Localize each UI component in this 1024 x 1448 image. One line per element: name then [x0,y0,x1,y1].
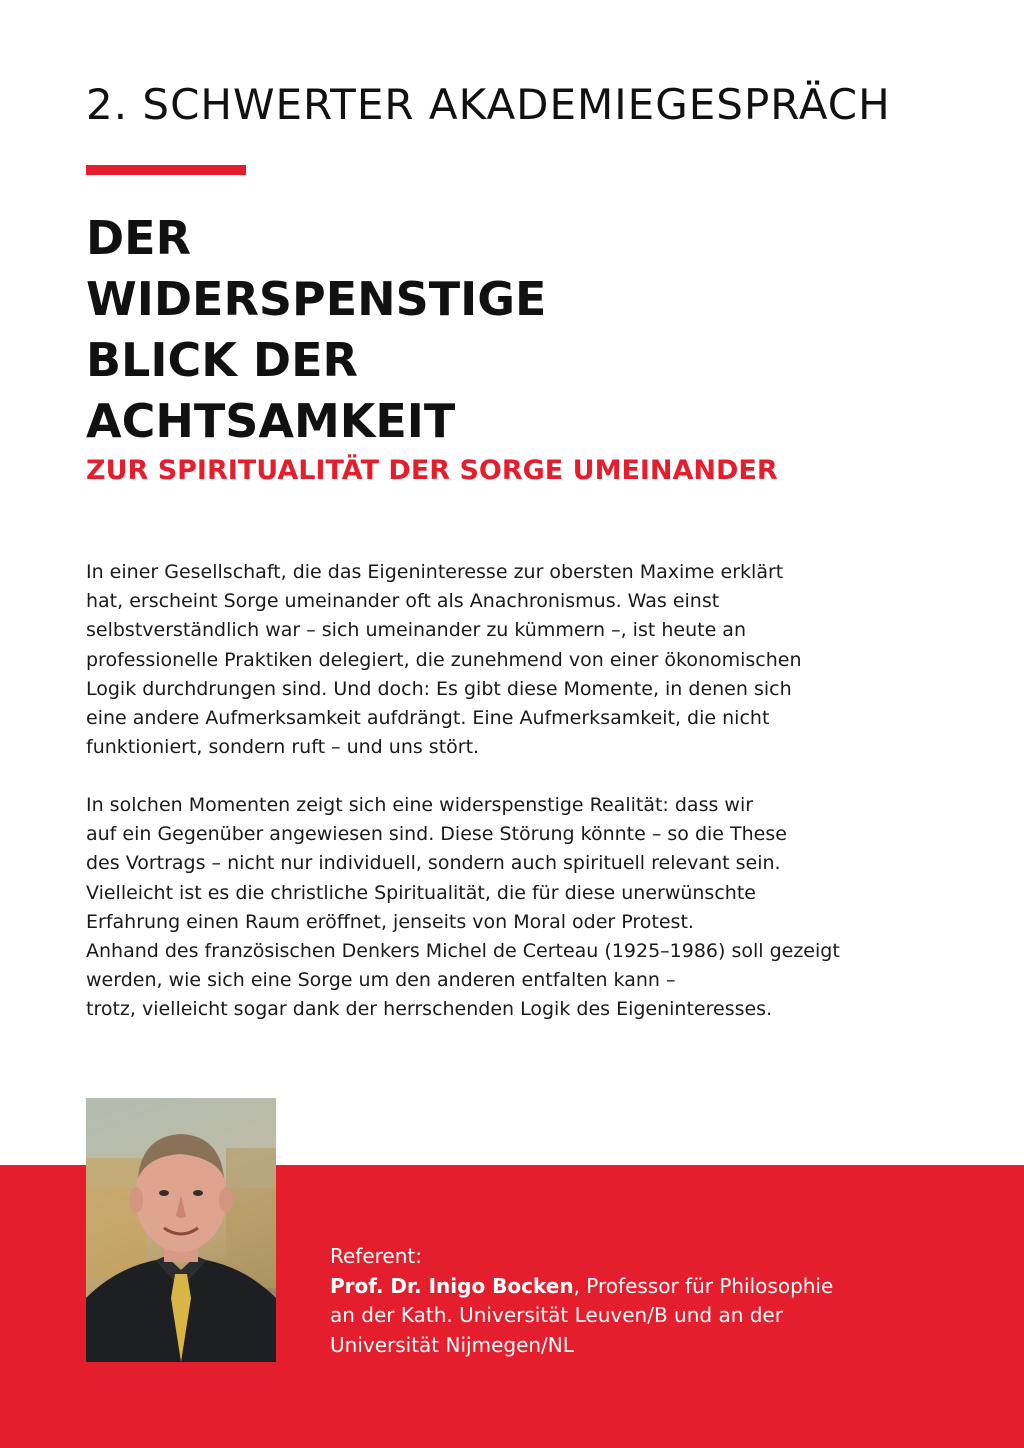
text-line: funktioniert, sondern ruft – und uns stört. [86,736,480,759]
speaker-portrait [86,1098,276,1362]
text-line: Logik durchdrungen sind. Und doch: Es gibt diese Momente, in denen sich [86,677,792,700]
text-line: auf ein Gegenüber angewiesen sind. Diese Störung könnte – so die These [86,823,787,846]
series-title: 2. SCHWERTER AKADEMIEGESPRÄCH [86,80,891,129]
speaker-name-line [330,1272,833,1302]
text-line: eine andere Aufmerksamkeit aufdrängt. Eine Aufmerksamkeit, die nicht [86,707,770,730]
text-line: In solchen Momenten zeigt sich eine widerspenstige Realität: dass wir [86,794,754,816]
text-line: des Vortrags – nicht nur individuell, sondern auch spirituell relevant sein. [86,852,781,875]
text-line: selbstverständlich war – sich umeinander zu kümmern –, ist heute an [86,619,746,642]
speaker-label: Referent: [330,1244,422,1268]
main-title-line: BLICK DER [86,333,358,387]
text-line: hat, erscheint Sorge umeinander oft als Anachronismus. Was einst [86,590,720,613]
text-line: Erfahrung einen Raum eröffnet, jenseits von Moral oder Protest. [86,910,694,933]
subtitle: ZUR SPIRITUALITÄT DER SORGE UMEINANDER [86,455,778,486]
accent-rule [86,165,246,175]
text-line: In einer Gesellschaft, die das Eigeninteresse zur obersten Maxime erklärt [86,561,784,583]
thesis-paragraph [86,791,946,1025]
main-title-line: WIDERSPENSTIGE [86,272,547,326]
speaker-info [330,1242,833,1360]
speaker-role: an der Kath. Universität Leuven/B und an der [330,1303,783,1327]
text-line: werden, wie sich eine Sorge um den anderen entfalten kann – [86,969,676,992]
text-line: Vielleicht ist es die christliche Spiritualität, die für diese unerwünschte [86,881,756,904]
speaker-role: Universität Nijmegen/NL [330,1332,574,1357]
text-line: Anhand des französischen Denkers Michel de Certeau (1925–1986) soll gezeigt [86,940,840,963]
speaker-name: Prof. Dr. Inigo Bocken [330,1273,574,1298]
speaker-role: , Professor für Philosophie [573,1273,834,1298]
main-title-line: DER [86,211,192,265]
text-line: professionelle Praktiken delegiert, die zunehmend von einer ökonomischen [86,648,802,671]
text-line: trotz, vielleicht sogar dank der herrschenden Logik des Eigeninteresses. [86,998,773,1021]
main-title-line: ACHTSAMKEIT [86,394,456,448]
intro-paragraph [86,558,946,762]
main-title [86,208,546,452]
